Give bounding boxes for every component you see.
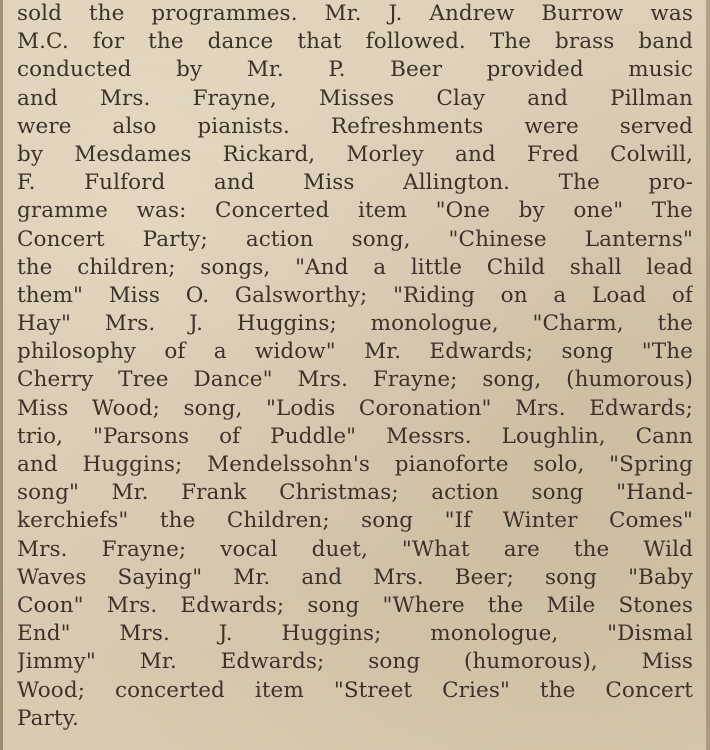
text-line: philosophy of a widow" Mr. Edwards; song "The [17,339,693,365]
text-line: and Huggins; Mendelssohn's pianoforte solo, "Spring [17,452,693,477]
text-line: Hay" Mrs. J. Huggins; monologue, "Charm, the [17,311,693,337]
text-line: Cherry Tree Dance" Mrs. Frayne; song, (humorous) [17,367,693,393]
text-line: and Mrs. Frayne, Misses Clay and Pillman [17,85,693,111]
text-line: Wood; concerted item "Street Cries" the Concert [17,677,693,703]
text-line: were also pianists. Refreshments were served [17,113,693,139]
text-line: song" Mr. Frank Christmas; action song "Hand- [17,480,693,506]
text-line: F. Fulford and Miss Allington. The pro- [17,170,693,196]
column-rule-left [0,0,3,750]
text-line: conducted by Mr. P. Beer provided music [17,57,693,83]
column-rule-right [706,0,710,750]
text-line: kerchiefs" the Children; song "If Winter Comes" [17,508,693,534]
text-line: by Mesdames Rickard, Morley and Fred Colwill, [17,141,693,167]
text-line: sold the programmes. Mr. J. Andrew Burrow was [17,1,693,26]
text-line: Party. [17,705,79,731]
text-line: trio, "Parsons of Puddle" Messrs. Loughlin, Cann [17,423,693,449]
text-line: gramme was: Concerted item "One by one" The [17,198,693,224]
text-line: M.C. for the dance that followed. The brass band [17,29,693,55]
text-line: Miss Wood; song, "Lodis Coronation" Mrs. Edwards; [17,395,693,421]
text-line: Coon" Mrs. Edwards; song "Where the Mile Stones [17,592,693,618]
text-line: End" Mrs. J. Huggins; monologue, "Dismal [17,621,693,647]
text-line: Mrs. Frayne; vocal duet, "What are the Wild [17,536,693,562]
text-line: the children; songs, "And a little Child shall lead [17,254,693,280]
article-text [17,0,693,733]
text-line: Jimmy" Mr. Edwards; song (humorous), Miss [17,649,693,675]
text-line: Waves Saying" Mr. and Mrs. Beer; song "Baby [17,564,693,590]
text-line: Concert Party; action song, "Chinese Lanterns" [17,226,693,252]
text-line: them" Miss O. Galsworthy; "Riding on a Load of [17,282,693,308]
